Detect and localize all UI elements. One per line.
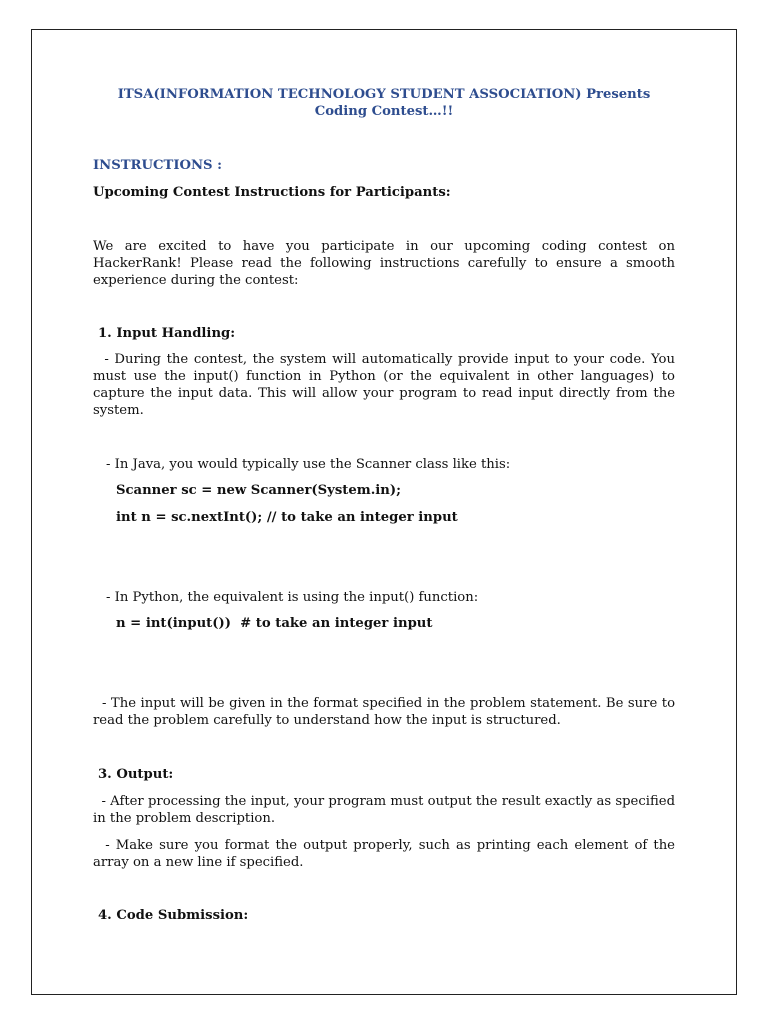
python-code-line: n = int(input()) # to take an integer input (116, 616, 433, 631)
instructions-subheading: Upcoming Contest Instructions for Participants: (93, 185, 451, 200)
section-code-submission-title: 4. Code Submission: (98, 908, 249, 923)
output-paragraph-2: - Make sure you format the output properly, such as printing each element of the array on a new line if specified. (93, 838, 680, 870)
java-code-line-1: Scanner sc = new Scanner(System.in); (116, 483, 402, 498)
instructions-heading: INSTRUCTIONS : (93, 158, 223, 173)
document-body (93, 86, 680, 923)
output-paragraph-1: - After processing the input, your program must output the result exactly as specified in the problem description. (93, 794, 680, 826)
python-intro-text: - In Python, the equivalent is using the input() function: (106, 590, 479, 605)
input-handling-paragraph: - During the contest, the system will automatically provide input to your code. You must use the input() function in Python (or the equivalent in other languages) to capture the input data. This will allow your program to read input directly from the system. (93, 352, 680, 418)
section-input-handling-title: 1. Input Handling: (98, 326, 236, 341)
java-code-line-2: int n = sc.nextInt(); // to take an integer input (116, 510, 458, 525)
input-format-paragraph: - The input will be given in the format specified in the problem statement. Be sure to read the problem carefully to understand how the input is structured. (93, 696, 680, 728)
intro-paragraph: We are excited to have you participate in our upcoming coding contest on HackerRank! Please read the following instructions carefully to ensure a smooth experience during the contest: (93, 239, 675, 288)
java-intro-text: - In Java, you would typically use the Scanner class like this: (106, 457, 511, 472)
section-output-title: 3. Output: (98, 767, 174, 782)
document-title: ITSA(INFORMATION TECHNOLOGY STUDENT ASSOCIATION) Presents Coding Contest…!! (117, 87, 651, 119)
